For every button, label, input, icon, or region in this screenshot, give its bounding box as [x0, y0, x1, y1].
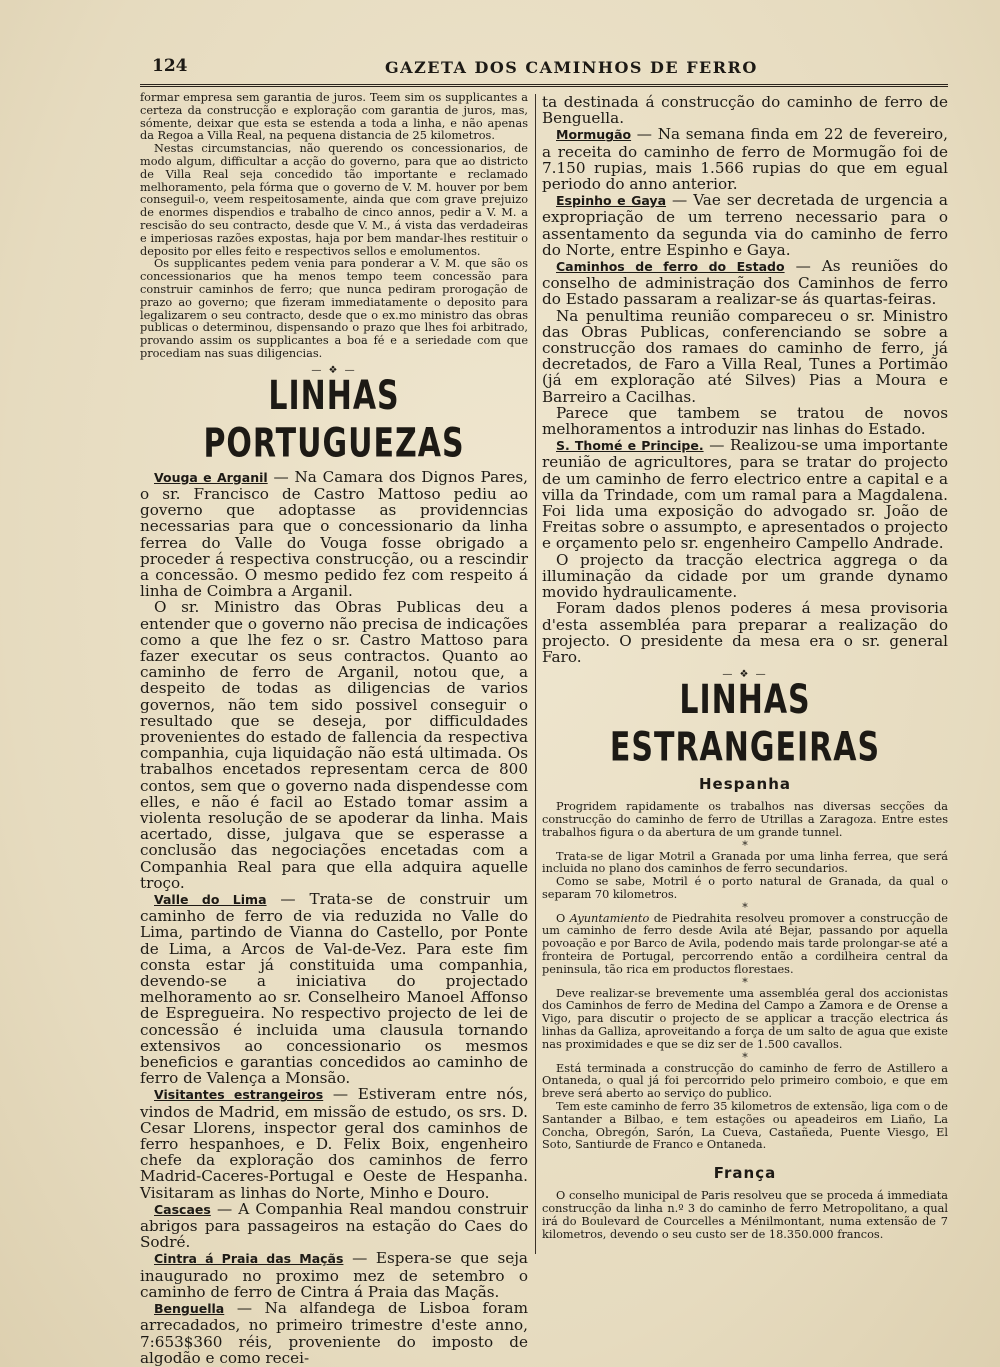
section-title-portuguese: LINHAS PORTUGUEZAS	[203, 372, 465, 467]
article-traccao: O projecto da tracção electrica aggrega o da illuminação da cidade por um grande dynamo movido hydraulicamente.	[542, 550, 948, 602]
article-cascaes	[140, 1201, 528, 1251]
page-header	[140, 54, 948, 84]
article-visitantes	[140, 1086, 528, 1200]
petition-paragraph-1: formar empresa sem garantia de juros. Teem sim os supplicantes a certeza da construcção e exploração com garantia de juros, mas, sómente, deixar que esta se estenda a toda a linha, e não apenas da Regoa a Villa Real, na pequena distancia de 25 kilometros.	[140, 91, 528, 143]
heading-cintra: Cintra á Praia das Maçãs	[154, 1251, 344, 1267]
text-visitantes: — Estiveram entre nós, vindos de Madrid, em missão de estudo, os srs. D. Cesar Llorens, inspector geral dos caminhos de ferro hespanhoes, e D. Felix Boix, engenheiro chefe da exploração dos caminhos de ferro Madrid-Caceres-Portugal e Oeste de Hespanha. Visitaram as linhas do Norte, Minho e Douro.	[140, 1085, 528, 1202]
text-thome: — Realizou-se uma importante reunião de agricultores, para se tratar do projecto de um caminho de ferro electrico entre a capital e a villa da Trindade, com um ramal para a Magdalena. Foi lida uma exposição do advogado sr. João de Freitas sobre o assumpto, e apresentados o projecto e orçamento pelo sr. engenheiro Campello Andrade.	[542, 436, 948, 553]
hespanha-item-7: Tem este caminho de ferro 35 kilometros de extensão, liga com o de Santander a Bilbao, e tem estações ou apeadeiros em Liaño, La Concha, Obregón, Sarón, La Cueva, Castañeda, Puente Viesgo, El Soto, Santiurde de Franco e Ontaneda.	[542, 1100, 948, 1152]
article-vouga	[140, 469, 528, 600]
article-estado	[542, 258, 948, 308]
hespanha-item-5: Deve realizar-se brevemente uma assembléa geral dos accionistas dos Caminhos de ferro de Medina del Campo a Zamora e de Orense a Vigo, para discutir o projecto de se applicar a tracção electrica ás linhas da Galliza, aproveitando a força de um salto de agua que existe nas proximidades e que se diz ser de 1.500 cavallos.	[542, 986, 948, 1051]
text-piedrahita-pre: O	[556, 911, 570, 925]
heading-thome: S. Thomé e Principe.	[556, 438, 704, 454]
text-benguella: — Na alfandega de Lisboa foram arrecadados, no primeiro trimestre d'este anno, 7:653$360 réis, proveniente do imposto de algodão e como recei-	[140, 1299, 528, 1367]
text-cascaes: — A Companhia Real mandou construir abrigos para passageiros na estação do Caes do Sodré.	[140, 1199, 528, 1252]
article-thome	[542, 437, 948, 551]
left-column	[140, 91, 528, 1367]
article-benguella	[140, 1300, 528, 1366]
heading-espinho: Espinho e Gaya	[556, 193, 667, 209]
heading-benguella: Benguella	[154, 1301, 225, 1317]
text-cintra: — Espera-se que seja inaugurado no proximo mez de setembro o caminho de ferro de Cintra á Praia das Maçãs.	[140, 1249, 528, 1301]
article-ministro: O sr. Ministro das Obras Publicas deu a entender que o governo não precisa de indicações como a que lhe fez o sr. Castro Mattoso para fazer executar os seus contractos. Quanto ao caminho de ferro de Arganil, notou que, a despeito de todas as diligencias de varios governos, não tem sido possivel conseguir o resultado que se deseja, por difficuldades provenientes do estado de fallencia da respectiva companhia, cuja liquidação não está ultimada. Os trabalhos encetados representam cerca de 800 contos, sem que o governo nada dispendesse com elles, e não é facil ao Estado tomar assim a violenta resolução de se apoderar da linha. Mais acertado, disse, julgava que se esperasse a conclusão das negociações encetadas com a Companhia Real para que ella adquira aquelle troço.	[140, 598, 528, 892]
petition-paragraph-3: Os supplicantes pedem venia para ponderar a V. M. que são os concessionarios que ha menos tempo teem concessão para construir caminhos de ferro; que nunca pediram prorogação de prazo ao governo; que fizeram immediatamente o deposito para legalizarem o seu contracto, desde que o ex.mo ministro das obras publicas o determinou, dispensando o prazo que lhes foi arbitrado, provando assim os supplicantes a boa fé e a seriedade com que procediam nas suas diligencias.	[140, 257, 528, 360]
running-title: GAZETA DOS CAMINHOS DE FERRO	[385, 58, 758, 77]
hespanha-item-6: Está terminada a construcção do caminho de ferro de Astillero a Ontaneda, o qual já foi percorrido pelo primeiro comboio, e que em breve será aberto ao serviço do publico.	[542, 1061, 948, 1101]
star-separator: *	[742, 1050, 748, 1064]
text-espinho: — Vae ser decretada de urgencia a expropriação de um terreno necessario para o assentamento da segunda via do caminho de ferro do Norte, entre Espinho e Gaya.	[542, 191, 948, 259]
article-lima	[140, 891, 528, 1086]
header-rule	[140, 84, 948, 87]
hespanha-item-4	[542, 913, 948, 977]
section-title-foreign: LINHAS ESTRANGEIRAS	[609, 676, 881, 772]
hespanha-item-2: Trata-se de ligar Motril a Granada por uma linha ferrea, que será incluida no plano dos caminhos de ferro secundarios.	[542, 849, 948, 876]
star-separator: *	[742, 975, 748, 989]
heading-estado: Caminhos de ferro do Estado	[556, 259, 785, 275]
text-vouga: — Na Camara dos Dignos Pares, o sr. Francisco de Castro Mattoso pediu ao governo que adoptasse as providenncias necessarias para que o concessionario da linha ferrea do Valle do Vouga fosse obrigado a proceder á respectiva construcção, ou a rescindir a concessão. O mesmo pedido fez com respeito á linha de Coimbra a Arganil.	[140, 467, 528, 601]
text-lima: — Trata-se de construir um caminho de ferro de via reduzida no Valle do Lima, partindo de Vianna do Castello, por Ponte de Lima, a Arcos de Val-de-Vez. Para este fim consta estar já constituida uma companhia, devendo-se a iniciativa do projectado melhoramento ao sr. Conselheiro Manoel Affonso de Espregueira. No respectivo projecto de lei de concessão é incluida uma clausula tornando extensivos ao concessionario os mesmos beneficios e garantias concedidos ao caminho de ferro de Valença a Monsão.	[140, 890, 528, 1088]
subheading-franca: França	[713, 1164, 777, 1183]
subheading-hespanha: Hespanha	[699, 775, 791, 794]
heading-cascaes: Cascaes	[154, 1201, 211, 1217]
article-parece: Parece que tambem se tratou de novos melhoramentos a introduzir nas linhas do Estado.	[542, 403, 948, 439]
text-estado: — As reuniões do conselho de administração dos Caminhos de ferro do Estado passaram a realizar-se ás quartas-feiras.	[542, 257, 948, 309]
hespanha-item-3: Como se sabe, Motril é o porto natural de Granada, da qual o separam 70 kilometros.	[542, 875, 948, 901]
page-number: 124	[152, 56, 188, 76]
ornament-divider-2: — ❖ —	[722, 669, 768, 681]
text-ayuntamiento: Ayuntamiento	[569, 911, 650, 925]
article-benguella-continued: ta destinada á construcção do caminho de ferro de Benguella.	[542, 93, 948, 128]
petition-paragraph-2: Nestas circumstancias, não querendo os concessionarios, de modo algum, difficultar a acção do governo, para que ao districto de Villa Real seja concedido tão importante e reclamado melhoramento, pela fórma que o governo de V. M. houver por bem conseguil-o, veem respeitosamente, ainda que com grave prejuizo de enormes dispendios e trabalho de cinco annos, pedir a V. M. a rescisão do seu contracto, desde que V. M., á vista das verdadeiras e imperiosas razões expostas, haja por bem mandar-lhes restituir o deposito por elles feito e respectivos sellos e emolumentos.	[140, 142, 528, 258]
heading-lima: Valle do Lima	[154, 892, 267, 908]
column-rule	[535, 94, 536, 1254]
article-espinho	[542, 192, 948, 258]
article-poderes: Foram dados plenos poderes á mesa provisoria d'esta assembléa para preparar a realização do projecto. O presidente da mesa era o sr. general Faro.	[542, 599, 948, 666]
text-mormugao: — Na semana finda em 22 de fevereiro, a receita do caminho de ferro de Mormugão foi de 7.150 rupias, mais 1.566 rupias do que em egual periodo do anno anterior.	[542, 125, 948, 194]
article-cintra	[140, 1250, 528, 1300]
star-separator: *	[742, 838, 748, 852]
ornament-divider: — ❖ —	[311, 364, 357, 376]
heading-mormugao: Mormugão	[556, 127, 632, 143]
franca-item-1: O conselho municipal de Paris resolveu que se proceda á immediata construcção da linha n.º 3 do caminho de ferro Metropolitano, a qual irá do Boulevard de Courcelles a Ménilmontant, numa extensão de 7 kilometros, devendo o seu custo ser de 18.350.000 francos.	[542, 1189, 948, 1241]
article-mormugao	[542, 126, 948, 192]
star-separator: *	[742, 900, 748, 914]
right-column	[542, 94, 948, 1264]
article-penultima: Na penultima reunião compareceu o sr. Ministro das Obras Publicas, conferenciando se sobre a construcção dos ramaes do caminho de ferro, já decretados, de Faro a Villa Real, Tunes a Portimão (já em exploração até Silves) Pias a Moura e Barreiro a Cacilhas.	[542, 306, 948, 406]
hespanha-item-1: Progridem rapidamente os trabalhos nas diversas secções da construcção do caminho de ferro de Utrillas a Zaragoza. Entre estes trabalhos figura o da abertura de um grande tunnel.	[542, 800, 948, 839]
heading-vouga: Vouga e Arganil	[154, 469, 268, 485]
text-piedrahita: de Piedrahita resolveu promover a construcção de um caminho de ferro desde Avila até Bejar, passando por aquella povoação e por Barco de Avila, podendo mais tarde prolongar-se até a fronteira de Portugal, percorrendo então a cordilheira central da peninsula, tão rica em productos florestaes.	[542, 911, 948, 976]
heading-visitantes: Visitantes estrangeiros	[154, 1087, 324, 1103]
